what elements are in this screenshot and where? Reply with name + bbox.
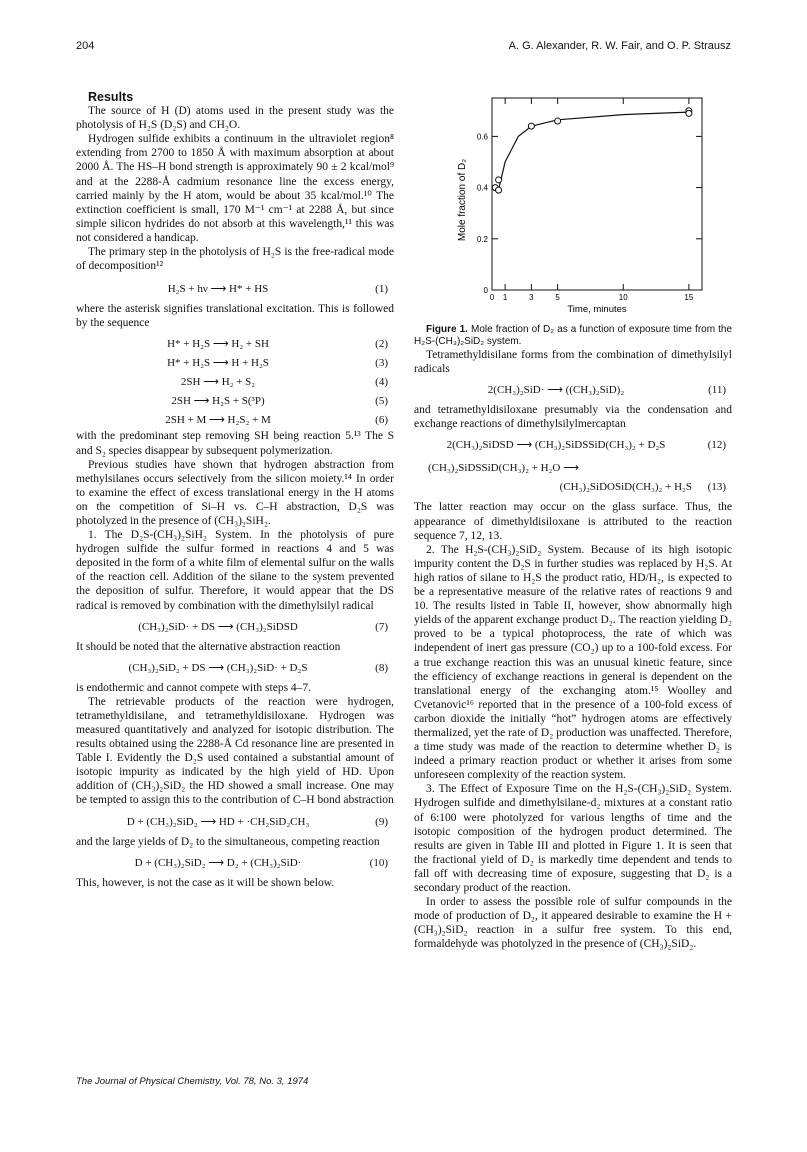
equation-5: 2SH ⟶ H₂S + S(³P) (5): [171, 395, 388, 408]
data-point: [686, 110, 692, 116]
paragraph: The primary step in the photolysis of H₂S is the free-radical mode of decomposition¹²: [76, 246, 394, 273]
paragraph: Previous studies have shown that hydrogen abstraction from methylsilanes occurs selectively from the silicon moiety.¹⁴ In order to examine the effect of excess translational energy in the H atoms on the competition of Si–H vs. C–H abstraction, D₂S was photolyzed in the presence of (CH₃)₂SiH₂.: [76, 458, 394, 527]
y-tick-label: 0: [483, 286, 488, 295]
section-heading: Results: [88, 90, 134, 104]
paragraph: and the large yields of D₂ to the simultaneous, competing reaction: [76, 835, 380, 848]
y-tick-label: 0.6: [476, 132, 488, 142]
equation-8: (CH₃)₂SiD₂ + DS ⟶ (CH₃)₂SiD· + D₂S (8): [128, 661, 388, 674]
paragraph: The source of H (D) atoms used in the present study was the photolysis of H₂S (D₂S) and CH₂O.: [76, 105, 394, 132]
data-point: [555, 118, 561, 124]
figure-caption: Figure 1. Mole fraction of D₂ as a function of exposure time from the H₂S-(CH₃)₂SiD₂ system.: [414, 324, 733, 348]
paragraph: where the asterisk signifies translational excitation. This is followed by the sequence: [76, 303, 394, 330]
y-tick-label: 0.4: [476, 183, 488, 193]
equation-1: H₂S + hν ⟶ H* + HS (1): [167, 283, 388, 296]
paragraph: The latter reaction may occur on the glass surface. Thus, the appearance of dimethyldisiloxane is attributed to the reaction sequence 7, 12, 13.: [414, 501, 732, 542]
journal-footer: The Journal of Physical Chemistry, Vol. 78, No. 3, 1974: [76, 1076, 309, 1087]
equation-3: H* + H₂S ⟶ H + H₂S (3): [167, 357, 388, 370]
right-column: [414, 90, 732, 951]
paragraph: and tetramethyldisiloxane presumably via the condensation and exchange reactions of dimethylsilylmercaptan: [414, 404, 732, 431]
x-tick-label: 0: [489, 293, 495, 302]
data-point: [496, 187, 502, 193]
page-number: 204: [76, 40, 95, 52]
y-tick-label: 0.2: [476, 234, 488, 244]
data-point: [528, 123, 534, 129]
running-header-authors: A. G. Alexander, R. W. Fair, and O. P. Strausz: [508, 40, 731, 52]
equation-4: 2SH ⟶ H₂ + S₂ (4): [180, 376, 388, 389]
plot-frame: [492, 98, 702, 290]
equation-7: (CH₃)₂SiD· + DS ⟶ (CH₃)₂SiDSD (7): [138, 620, 388, 633]
fitted-curve: [498, 112, 689, 193]
x-tick-label: 5: [555, 293, 560, 302]
paragraph: Tetramethyldisilane forms from the combination of dimethylsilyl radicals: [414, 349, 732, 376]
x-axis-label: Time, minutes: [567, 304, 627, 315]
paragraph: 1. The D₂S-(CH₃)₂SiH₂ System. In the photolysis of pure hydrogen sulfide the sulfur formed in reactions 4 and 5 was deposited in the form of a white film of elemental sulfur on the walls of the reaction cell. Addition of the silane to the system prevented the deposition of sulfur. Therefore, it would appear that the DS radical is removed by combination with the dimethylsilyl radical: [76, 529, 394, 612]
equation-9: D + (CH₃)₂SiD₂ ⟶ HD + ·CH₂SiD₂CH₃ (9): [126, 815, 388, 828]
paragraph: 2. The H₂S-(CH₃)₂SiD₂ System. Because of its high isotopic impurity content the D₂S in further studies was replaced by H₂S. At high ratios of silane to H₂S the product ratio, HD/H₂, is expected to be a representative measure of the relative rates of reactions 9 and 10. The results listed in Table II, however, show abnormally high yields of the apparent exchange product D₂. The reaction yielding D₂ proved to be a typical photoprocess, the rate of which was independent of inert gas pressure (CO₂) up to a 100-fold excess. For a true exchange reaction this was an unusual kinetic feature, since the efficiency of exchange reactions in general is dependent on the translational energy of the exchanging atom.¹⁵ Woolley and Cvetanovic¹⁶ reported that in the presence of a 100-fold excess of carbon dioxide the initially “hot” hydrogen atoms are effectively thermalized, yet the rate of D₂ production was unaffected. Therefore, a time study was made of the reaction to determine whether D₂ is indeed a primary reaction product or whether it arises from some unforeseen complexity of the reaction system.: [414, 543, 732, 782]
data-point: [496, 177, 502, 183]
x-tick-label: 10: [618, 293, 628, 302]
equation-2: H* + H₂S ⟶ H₂ + SH (2): [167, 338, 388, 351]
x-tick-label: 1: [502, 293, 508, 302]
paragraph: The retrievable products of the reaction were hydrogen, tetramethyldisilane, and tetramethyldisiloxane. Hydrogen was measured quantitatively and analyzed for isotopic distribution. The results obtained using the 2288-Å Cd resonance line are presented in Table I. Evidently the D₂S used contained a substantial amount of isotopic impurity as indicated by the high yield of HD. Upon addition of (CH₃)₂SiD₂ the HD showed a small increase. One may be tempted to assign this to the contribution of C–H bond abstraction: [76, 695, 394, 807]
paragraph: It should be noted that the alternative abstraction reaction: [76, 640, 341, 653]
paragraph: In order to assess the possible role of sulfur compounds in the mode of production of D₂, it appeared desirable to examine the H + (CH₃)₂SiD₂ reaction in a sulfur free system. To this end, formaldehyde was photolyzed in the presence of (CH₃)₂SiD₂.: [414, 896, 732, 951]
equation-11: 2(CH₃)₂SiD· ⟶ ((CH₃)₂SiD)₂ (11): [487, 384, 726, 397]
paragraph: with the predominant step removing SH being reaction 5.¹³ The S and S₂ species disappear by subsequent polymerization.: [76, 430, 394, 457]
x-tick-label: 15: [684, 293, 694, 302]
paragraph: Hydrogen sulfide exhibits a continuum in the ultraviolet region⁸ extending from 2700 to 1850 Å with maximum absorption at about 2000 Å. The HS–H bond strength is approximately 90 ± 2 kcal/mol⁹ and at the 2288-Å cadmium resonance line the excess energy, carried mainly by the H atom, would be about 35 kcal/mol.¹⁰ The extinction coefficient is small, 170 M⁻¹ cm⁻¹ at 2288 Å, but since simple silicon hydrides do not absorb at this wavelength,¹¹ this was not considered a handicap.: [76, 133, 394, 244]
paragraph: 3. The Effect of Exposure Time on the H₂S-(CH₃)₂SiD₂ System. Hydrogen sulfide and dimethylsilane-d₂ mixtures at a constant ratio of 6:100 were photolyzed for various lengths of time and the isotopic composition of the hydrogen product determined. The results are given in Table III and plotted in Figure 1. It is seen that the fractional yield of D₂ is markedly time dependent and tends to fall off with decreasing time of exposure, suggesting that D₂ is a secondary product of the reaction.: [414, 783, 732, 894]
equation-13-line-1: (CH₃)₂SiDSSiD(CH₃)₂ + H₂O ⟶: [428, 462, 579, 475]
figure-1-chart: [414, 90, 732, 320]
paragraph: is endothermic and cannot compete with steps 4–7.: [76, 681, 312, 694]
equation-12: 2(CH₃)₂SiDSD ⟶ (CH₃)₂SiDSSiD(CH₃)₂ + D₂S (12): [446, 439, 726, 452]
y-axis-label: Mole fraction of D₂: [457, 158, 468, 242]
equation-13-line-2: (CH₃)₂SiDOSiD(CH₃)₂ + H₂S (13): [559, 481, 726, 494]
left-column: [76, 90, 394, 890]
equation-6: 2SH + M ⟶ H₂S₂ + M (6): [165, 414, 388, 427]
equation-10: D + (CH₃)₂SiD₂ ⟶ D₂ + (CH₃)₂SiD· (10): [134, 856, 388, 869]
paragraph: This, however, is not the case as it will be shown below.: [76, 876, 335, 889]
x-tick-label: 3: [529, 293, 534, 302]
